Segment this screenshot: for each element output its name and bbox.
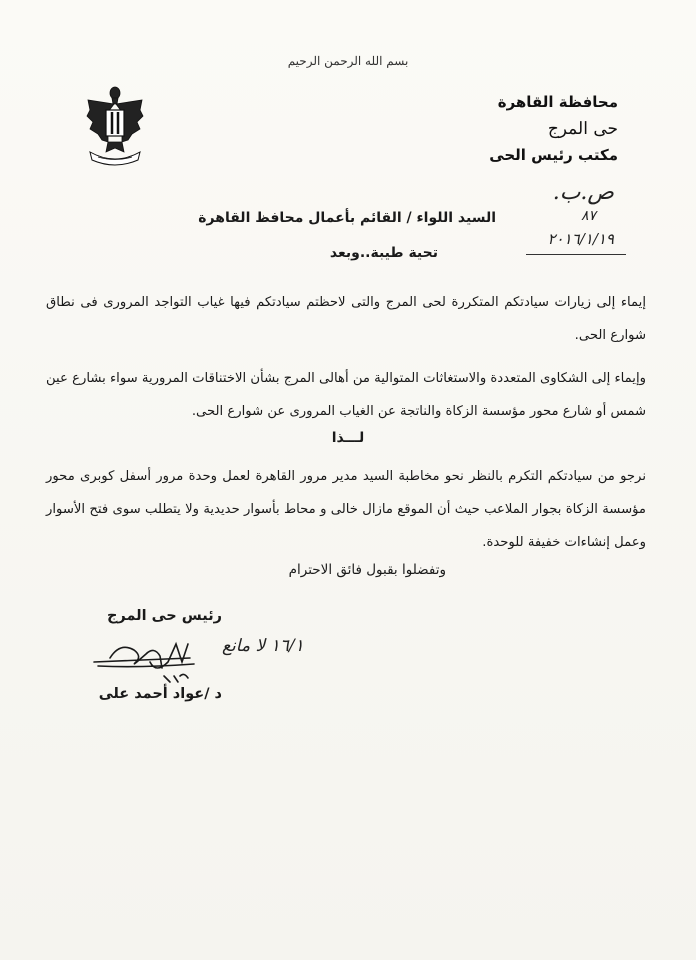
basmala-heading: بسم الله الرحمن الرحيم [287, 54, 409, 68]
reference-underline [526, 254, 626, 257]
body-paragraph-3: نرجو من سيادتكم التكرم بالنظر نحو مخاطبة السيد مدير مرور القاهرة لعمل وحدة مرور أسفل كوبرى محور مؤسسة الزكاة بجوار الملاعب حيث أن الموقع مازال خالى و محاط بأسوار حديدية ولا يتطلب سوى فتح الأسوار وعمل إنشاءات خفيفة للوحدة. [46, 469, 646, 550]
addressee-line: السيد اللواء / القائم بأعمال محافظ القاهرة [198, 210, 496, 226]
reference-number: ٨٧ [580, 208, 596, 224]
signer-title: رئيس حى المرج [106, 608, 222, 624]
reference-signature-mark: ص.ب. [552, 180, 614, 205]
signer-name: د /عواد أحمد على [98, 686, 222, 702]
handwritten-signature [90, 632, 208, 686]
handwritten-note: ١٦/١ لا مانع [222, 636, 304, 656]
closing-line: وتفضلوا بقبول فائق الاحترام [288, 562, 446, 578]
reference-date: ٢٠١٦/١/١٩ [547, 230, 614, 248]
header-district: حى المرج [547, 119, 618, 139]
therefore-heading: لـــذا [331, 430, 365, 446]
body-paragraph-2: وإيماء إلى الشكاوى المتعددة والاستغاثات المتوالية من أهالى المرج بشأن الاختناقات المرورية سواء بشارع عين شمس أو شارع محور مؤسسة الزكاة والناتجة عن الغياب المرورى عن شوارع الحى. [46, 371, 646, 419]
header-governorate: محافظة القاهرة [497, 93, 618, 111]
body-paragraph-1: إيماء إلى زيارات سيادتكم المتكررة لحى المرج والتى لاحظتم سيادتكم فيها غياب التواجد المرورى فى نطاق شوارع الحى. [46, 295, 646, 343]
header-office: مكتب رئيس الحى [489, 146, 618, 164]
greeting-line: تحية طيبة..وبعد [329, 245, 438, 261]
eagle-emblem-icon [84, 82, 146, 166]
